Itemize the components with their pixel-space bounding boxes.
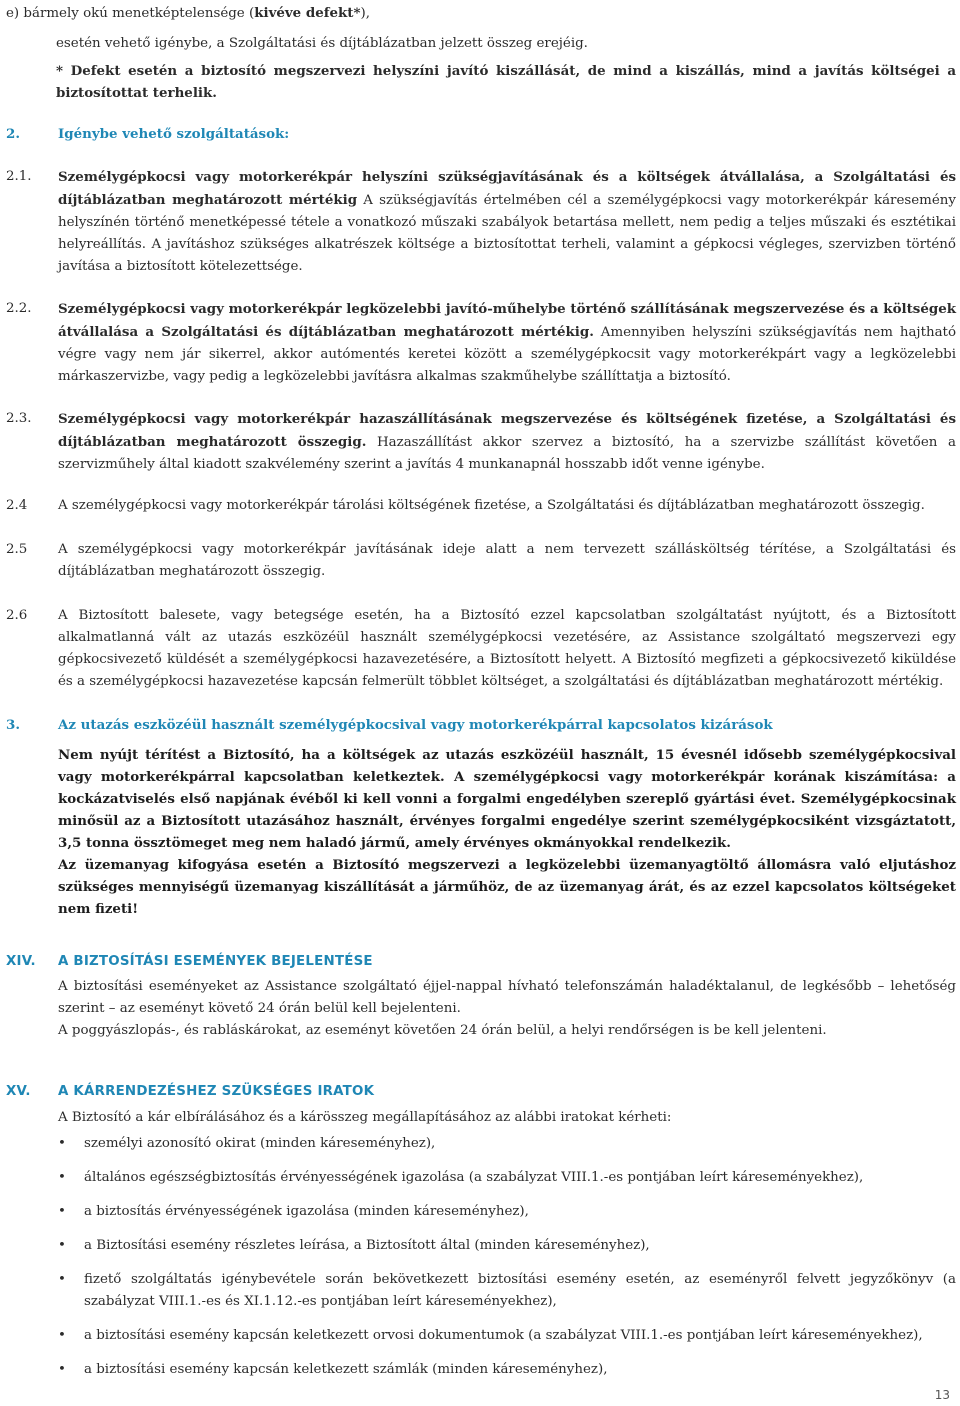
bullet: • bbox=[58, 1238, 66, 1253]
service-item-text: Amennyiben helyszíni szükségjavítás nem hajtható végre vagy nem jár sikerrel, akkor autómentés keretei között a személygépkocsit vagy motorkerékpárt vagy a legközelebbi márkaszervizbe, vagy pedig a legközelebbi javításra alkalmas szakműhelybe szállíttatja a biztosító. bbox=[58, 325, 957, 384]
section-xv-title: A KÁRRENDEZÉSHEZ SZÜKSÉGES IRATOK bbox=[58, 1084, 375, 1099]
list-item-text: személyi azonosító okirat (minden káreseményhez), bbox=[84, 1136, 436, 1151]
reporting-paragraph: A biztosítási eseményeket az Assistance szolgáltató éjjel-nappal hívható telefonszámán haladéktalanul, de legkésőbb – lehetőség szerint – az eseményt követő 24 órán belül kell bejelenteni. bbox=[58, 979, 956, 1016]
list-item bbox=[58, 1359, 956, 1381]
service-item-number: 2.6 bbox=[6, 608, 28, 623]
section-2-title: Igénybe vehető szolgáltatások: bbox=[58, 126, 290, 142]
service-item-number: 2.5 bbox=[6, 542, 28, 557]
service-item bbox=[6, 539, 956, 583]
service-item bbox=[6, 495, 956, 517]
section-xiv-title: A BIZTOSÍTÁSI ESEMÉNYEK BEJELENTÉSE bbox=[58, 954, 373, 969]
section-xiv-heading bbox=[6, 951, 956, 973]
item-e-prefix: e) bármely okú menetképtelensége ( bbox=[6, 6, 255, 21]
service-item-text: A Biztosított balesete, vagy betegsége esetén, ha a Biztosító ezzel kapcsolatban szolgáltatást nyújtott, és a Biztosított alkalmatlanná vált az utazás eszközéül használt személygépkocsi vezetésére, az Assistance szolgáltató megszervezi egy gépkocsivezető küldését a személygépkocsi hazavezetésére, a Biztosított helyett. A Biztosító megfizeti a gépkocsivezető kiküldése és a személygépkocsi hazavezetése kapcsán felmerült többlet költséget, a szolgáltatási és díjtáblázatban meghatározott mértékig. bbox=[58, 608, 956, 689]
service-item bbox=[6, 605, 956, 693]
list-item bbox=[58, 1201, 956, 1223]
item-e-line bbox=[6, 2, 956, 25]
item-e-suffix: ), bbox=[360, 6, 370, 21]
list-item-text: fizető szolgáltatás igénybevétele során bekövetkezett biztosítási esemény esetén, az eseményről felvett jegyzőkönyv (a szabályzat VIII.1.-es és XI.1.12.-es pontjában leírt káreseményekhez), bbox=[84, 1272, 956, 1309]
service-item-number: 2.1. bbox=[6, 169, 32, 184]
list-item-text: a biztosítási esemény kapcsán keletkezett orvosi dokumentumok (a szabályzat VIII.1.-es pontjában leírt káreseményekhez), bbox=[84, 1328, 923, 1343]
bullet: • bbox=[58, 1204, 66, 1219]
section-3-heading bbox=[6, 714, 956, 736]
page-number: 13 bbox=[934, 1388, 950, 1402]
service-item-bold: Személygépkocsi vagy motorkerékpár hazaszállításának megszervezése és költségének fizetése, a Szolgáltatási és díjtáblázatban meghatározott összegig. bbox=[58, 411, 956, 450]
service-item-number: 2.4 bbox=[6, 498, 28, 513]
section-3-number: 3. bbox=[6, 717, 20, 733]
list-item bbox=[58, 1235, 956, 1257]
service-item-text: A személygépkocsi vagy motorkerékpár javításának ideje alatt a nem tervezett szállásköltség térítése, a Szolgáltatási és díjtáblázatban meghatározott összegig. bbox=[58, 542, 956, 579]
section-3-title: Az utazás eszközéül használt személygépkocsival vagy motorkerékpárral kapcsolatos kizárások bbox=[58, 717, 773, 733]
exclusions-paragraph: Nem nyújt térítést a Biztosító, ha a költségek az utazás eszközéül használt, 15 évesnél idősebb személygépkocsival vagy motorkerékpárral kapcsolatban keletkeztek. A személygépkocsi vagy motorkerékpár korának kiszámítása: a kockázatviselés első napjának évéből ki kell vonni a forgalmi engedélyben szereplő gyártási évet. Személygépkocsinak minősül az a Biztosított utazásához használt, érvényes forgalmi engedélye szerint személygépkocsiként vizsgáztatott, 3,5 tonna össztömeget meg nem haladó jármű, amely érvényes okmányokkal rendelkezik. bbox=[58, 747, 956, 851]
section-2-heading bbox=[6, 123, 956, 145]
service-item bbox=[6, 408, 956, 476]
list-item-text: a Biztosítási esemény részletes leírása, a Biztosított által (minden káreseményhez), bbox=[84, 1238, 650, 1253]
service-item-number: 2.3. bbox=[6, 411, 32, 426]
list-item bbox=[58, 1167, 956, 1189]
section-xv-heading bbox=[6, 1081, 956, 1103]
service-item-body bbox=[58, 298, 956, 388]
service-item-text: A szükségjavítás értelmében cél a személygépkocsi vagy motorkerékpár káresemény helyszínén történő menetképessé tétele a vonatkozó műszaki szabályok betartása mellett, nem pedig a teljes műszaki és esztétikai helyreállítás. A javításhoz szükséges alkatrészek költsége a biztosítottat terheli, valamint a gépkocsi végleges, szervizben történő javítása a biztosított kötelezettsége. bbox=[58, 193, 956, 274]
cost-line: esetén vehető igénybe, a Szolgáltatási és díjtáblázatban jelzett összeg erejéig. bbox=[56, 36, 588, 51]
list-item bbox=[58, 1269, 956, 1313]
service-item-body bbox=[58, 166, 956, 278]
service-item-bold: Személygépkocsi vagy motorkerékpár helyszíni szükségjavításának és a költségek átvállalása, a Szolgáltatási és díjtáblázatban meghatározott mértékig bbox=[58, 169, 956, 208]
section-xv-number: XV. bbox=[6, 1084, 31, 1099]
list-item bbox=[58, 1133, 956, 1155]
defect-note: * Defekt esetén a biztosító megszervezi helyszíni javító kiszállását, de mind a kiszállás, mind a javítás költségei a biztosítottat terhelik. bbox=[56, 63, 956, 101]
item-e-bold: kivéve defekt* bbox=[254, 5, 361, 21]
service-item-text: A személygépkocsi vagy motorkerékpár tárolási költségének fizetése, a Szolgáltatási és díjtáblázatban meghatározott összegig. bbox=[58, 498, 925, 513]
theft-paragraph: A poggyászlopás-, és rabláskárokat, az eseményt követően 24 órán belül, a helyi rendőrségen is be kell jelenteni. bbox=[58, 1023, 827, 1038]
list-item bbox=[58, 1325, 956, 1347]
service-item-number: 2.2. bbox=[6, 301, 32, 316]
bullet: • bbox=[58, 1136, 66, 1151]
service-item bbox=[6, 166, 956, 278]
list-item-text: a biztosítási esemény kapcsán keletkezett számlák (minden káreseményhez), bbox=[84, 1362, 608, 1377]
section-2-number: 2. bbox=[6, 126, 20, 142]
service-item-text: Hazaszállítást akkor szervez a biztosító, ha a szervizbe szállítást követően a szervizműhely által kiadott szakvélemény szerint a javítás 4 munkanapnál hosszabb időt venne igénybe. bbox=[58, 435, 956, 472]
fuel-paragraph: Az üzemanyag kifogyása esetén a Biztosító megszervezi a legközelebbi üzemanyagtöltő állomásra való eljutáshoz szükséges mennyiségű üzemanyag kiszállítását a járműhöz, de az üzemanyag árát, és az ezzel kapcsolatos költségeket nem fizeti! bbox=[58, 857, 956, 917]
bullet: • bbox=[58, 1272, 66, 1287]
section-xiv-number: XIV. bbox=[6, 954, 36, 969]
bullet: • bbox=[58, 1328, 66, 1343]
documents-intro: A Biztosító a kár elbírálásához és a kárösszeg megállapításához az alábbi iratokat kérheti: bbox=[58, 1110, 672, 1125]
list-item-text: általános egészségbiztosítás érvényességének igazolása (a szabályzat VIII.1.-es pontjában leírt káreseményekhez), bbox=[84, 1170, 864, 1185]
service-item-bold: Személygépkocsi vagy motorkerékpár legközelebbi javító-műhelybe történő szállításának megszervezése és a költségek átvállalása a Szolgáltatási és díjtáblázatban meghatározott mértékig. bbox=[58, 301, 956, 340]
bullet: • bbox=[58, 1362, 66, 1377]
bullet: • bbox=[58, 1170, 66, 1185]
documents-list bbox=[58, 1133, 956, 1381]
service-item bbox=[6, 298, 956, 388]
list-item-text: a biztosítás érvényességének igazolása (minden káreseményhez), bbox=[84, 1204, 529, 1219]
service-item-body bbox=[58, 408, 956, 476]
